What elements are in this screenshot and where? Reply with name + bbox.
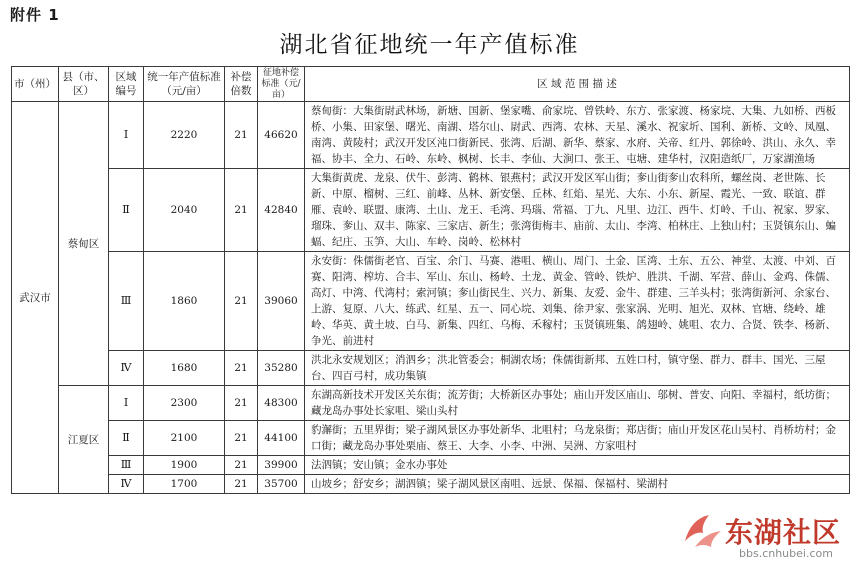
comp-cell: 42840	[258, 169, 305, 252]
comp-cell: 39900	[258, 456, 305, 475]
value-cell: 2300	[144, 386, 225, 421]
header-city: 市（州）	[12, 67, 59, 102]
watermark	[681, 505, 849, 563]
value-cell: 1680	[144, 351, 225, 386]
zone-cell: Ⅲ	[109, 252, 144, 351]
table-row	[12, 252, 850, 351]
value-cell: 2100	[144, 421, 225, 456]
table-row	[12, 475, 850, 494]
city-cell: 武汉市	[12, 102, 59, 494]
table-row	[12, 351, 850, 386]
district-cell: 江夏区	[59, 386, 109, 494]
table-row	[12, 456, 850, 475]
compensation-standard-table	[11, 66, 850, 494]
multiplier-cell: 21	[225, 169, 258, 252]
scope-cell: 大集街黄虎、龙泉、伏牛、彭湾、鹤林、银燕村；武汉开发区军山街；奓山街奓山农科所，螺丝岗、老世陈、长新、中原、榴树、三红、前峰、丛林、新安堡、丘林、红焰、星光、大东、小东、新屋、霞光、一致、联谊、群雁、袁岭、联盟、康湾、土山、龙王、毛湾、玛瑙、常福、丁九、凡里、边江、西牛、灯岭、千山、祝家、罗家、瑠珠、奓山、双丰、陈家、三家店、新生；张湾街梅丰、庙前、太山、李湾、柏林庄、上独山村；玉贤镇东山、蝙蝠、纪庄、玉笋、大山、车岭、岗岭、松林村	[305, 169, 850, 252]
zone-cell: Ⅰ	[109, 102, 144, 169]
multiplier-cell: 21	[225, 351, 258, 386]
value-cell: 1860	[144, 252, 225, 351]
table-row	[12, 421, 850, 456]
header-county: 县（市、区）	[59, 67, 109, 102]
multiplier-cell: 21	[225, 421, 258, 456]
zone-cell: Ⅲ	[109, 456, 144, 475]
table-row	[12, 102, 850, 169]
page-title: 湖北省征地统一年产值标准	[279, 32, 580, 58]
comp-cell: 46620	[258, 102, 305, 169]
header-multiplier: 补偿倍数	[225, 67, 258, 102]
district-cell: 蔡甸区	[59, 102, 109, 386]
watermark-url: bbs.cnhubei.com	[739, 547, 833, 560]
comp-cell: 48300	[258, 386, 305, 421]
header-annual-value: 统一年产值标准（元/亩）	[144, 67, 225, 102]
comp-cell: 39060	[258, 252, 305, 351]
scope-cell: 蔡甸街：大集街尉武林场，新塘、国新、堡家嘴、俞家垸、曾铁岭、东方、张家渡、杨家垸、大集、九如桥、西板桥、小集、田家堡、曙光、南湖、塔尔山、尉武、西湾、农林、天星、溪水、祝家圻、国利、新桥、文岭、凤凰、南湾、黄陵村；武汉开发区沌口街新民、张湾、后湖、新华、蔡家、水府、关帝、红丹、郭徐岭、洪山、永久、幸福、协丰、全力、石岭、东岭、枫树、长丰、李仙、大涧口、张王、屯塘、建华村，汉阳造纸厂，万家湖渔场	[305, 102, 850, 169]
zone-cell: Ⅱ	[109, 169, 144, 252]
comp-cell: 44100	[258, 421, 305, 456]
value-cell: 2040	[144, 169, 225, 252]
multiplier-cell: 21	[225, 475, 258, 494]
attachment-label: 附件 1	[10, 6, 60, 24]
scope-cell: 洪北永安规划区；消泗乡；洪北管委会；桐湖农场；侏儒街新邦、五姓口村，镇守堡、群力、群丰、国光、三屋台、四百弓村，成功集镇	[305, 351, 850, 386]
multiplier-cell: 21	[225, 252, 258, 351]
zone-cell: Ⅱ	[109, 421, 144, 456]
scope-cell: 法泗镇；安山镇；金水办事处	[305, 456, 850, 475]
header-scope: 区 域 范 围 描 述	[305, 67, 850, 102]
zone-cell: Ⅳ	[109, 475, 144, 494]
scope-cell: 永安街：侏儒街老官、百宝、余门、马赛、港咀、横山、周门、土金、匡湾、土东、五公、神堂、太渡、中刘、百赛、阳湾、榨坊、合丰、军山、东山、杨岭、土龙、黄金、管岭、铁炉、胜洪、千湖、军营、薛山、金鸡、侏儒、高灯、中湾、代湾村；索河镇；奓山街民生、兴力、新集、友爱、金牛、群建、三羊头村；张湾街新河、余家台、上游、复原、八大、练武、红星、五一、同心垸、刘集、徐尹家、张家涡、光明、旭光、双林、官塘、绕岭、雄岭、华英、黄土坡、白马、新集、四红、乌梅、禾稼村；玉贤镇班集、鸽翅岭、姚咀、农力、合贤、铁李、杨新、争光、前进村	[305, 252, 850, 351]
watermark-logo-icon	[681, 511, 725, 551]
comp-cell: 35280	[258, 351, 305, 386]
table-row	[12, 169, 850, 252]
value-cell: 2220	[144, 102, 225, 169]
table-header-row	[12, 67, 850, 102]
multiplier-cell: 21	[225, 456, 258, 475]
table-row	[12, 386, 850, 421]
value-cell: 1900	[144, 456, 225, 475]
header-zone-no: 区域编号	[109, 67, 144, 102]
scope-cell: 豹澥街；五里界街；梁子湖风景区办事处新华、北咀村；乌龙泉街；郑店街；庙山开发区花山吴村、肖桥坊村；金口街；藏龙岛办事处栗庙、蔡王、大李、小李、中洲、吴洲、方家咀村	[305, 421, 850, 456]
header-comp-standard: 征地补偿标准（元/亩）	[258, 67, 305, 102]
multiplier-cell: 21	[225, 102, 258, 169]
watermark-brand: 东湖社区	[725, 516, 842, 549]
scope-cell: 山坡乡；舒安乡；湖泗镇；梁子湖风景区南咀、远景、保福、保福村、梁湖村	[305, 475, 850, 494]
zone-cell: Ⅰ	[109, 386, 144, 421]
scope-cell: 东湖高新技术开发区关东街；流芳街；大桥新区办事处；庙山开发区庙山、邬树、普安、向阳、幸福村，纸坊街；藏龙岛办事处长家咀、梁山头村	[305, 386, 850, 421]
zone-cell: Ⅳ	[109, 351, 144, 386]
multiplier-cell: 21	[225, 386, 258, 421]
comp-cell: 35700	[258, 475, 305, 494]
value-cell: 1700	[144, 475, 225, 494]
